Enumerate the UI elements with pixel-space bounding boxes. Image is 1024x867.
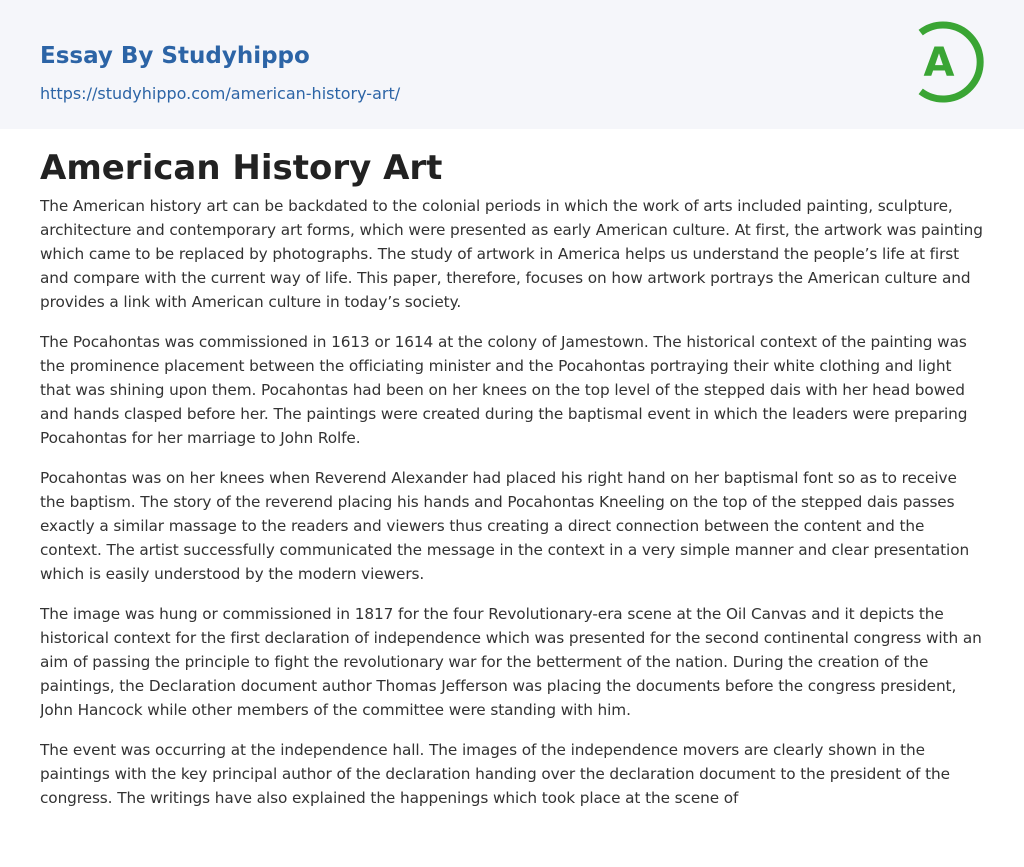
paragraph: The American history art can be backdated to the colonial periods in which the work of arts included painting, sculpture, architecture and contemporary art forms, which were presented as early American culture. At first, the artwork was painting which came to be replaced by photographs. The study of artwork in America helps us understand the people’s life at first and compare with the current way of life. This paper, therefore, focuses on how artwork portrays the American culture and provides a link with American culture in today’s society.: [40, 197, 983, 311]
site-header: [0, 0, 1024, 129]
paragraph: Pocahontas was on her knees when Reverend Alexander had placed his right hand on her baptismal font so as to receive the baptism. The story of the reverend placing his hands and Pocahontas Kneeling on the top of the stepped dais passes exactly a similar massage to the readers and viewers thus creating a direct connection between the content and the context. The artist successfully communicated the message in the context in a very simple manner and clear presentation which is easily understood by the modern viewers.: [40, 469, 970, 583]
paragraph: The event was occurring at the independence hall. The images of the independence movers are clearly shown in the paintings with the key principal author of the declaration handing over the declaration document to the president of the congress. The writings have also explained the happenings which took place at the scene of: [40, 741, 950, 807]
paragraph: The image was hung or commissioned in 1817 for the four Revolutionary-era scene at the Oil Canvas and it depicts the historical context for the first declaration of independence which was presented for the second continental congress with an aim of passing the principle to fight the revolutionary war for the betterment of the nation. During the creation of the paintings, the Declaration document author Thomas Jefferson was placing the documents before the congress president, John Hancock while other members of the committee were standing with him.: [40, 605, 982, 719]
logo-letter: A: [923, 40, 955, 86]
page-title: American History Art: [40, 148, 443, 188]
article-body: [40, 194, 985, 867]
source-url-link[interactable]: https://studyhippo.com/american-history-art/: [40, 84, 401, 103]
brand-title[interactable]: Essay By Studyhippo: [40, 43, 310, 69]
studyhippo-logo-icon[interactable]: [910, 18, 988, 106]
paragraph: The Pocahontas was commissioned in 1613 or 1614 at the colony of Jamestown. The historical context of the painting was the prominence placement between the officiating minister and the Pocahontas portraying their white clothing and light that was shining upon them. Pocahontas had been on her knees on the top level of the stepped dais with her head bowed and hands clasped before her. The paintings were created during the baptismal event in which the leaders were preparing Pocahontas for her marriage to John Rolfe.: [40, 333, 968, 447]
